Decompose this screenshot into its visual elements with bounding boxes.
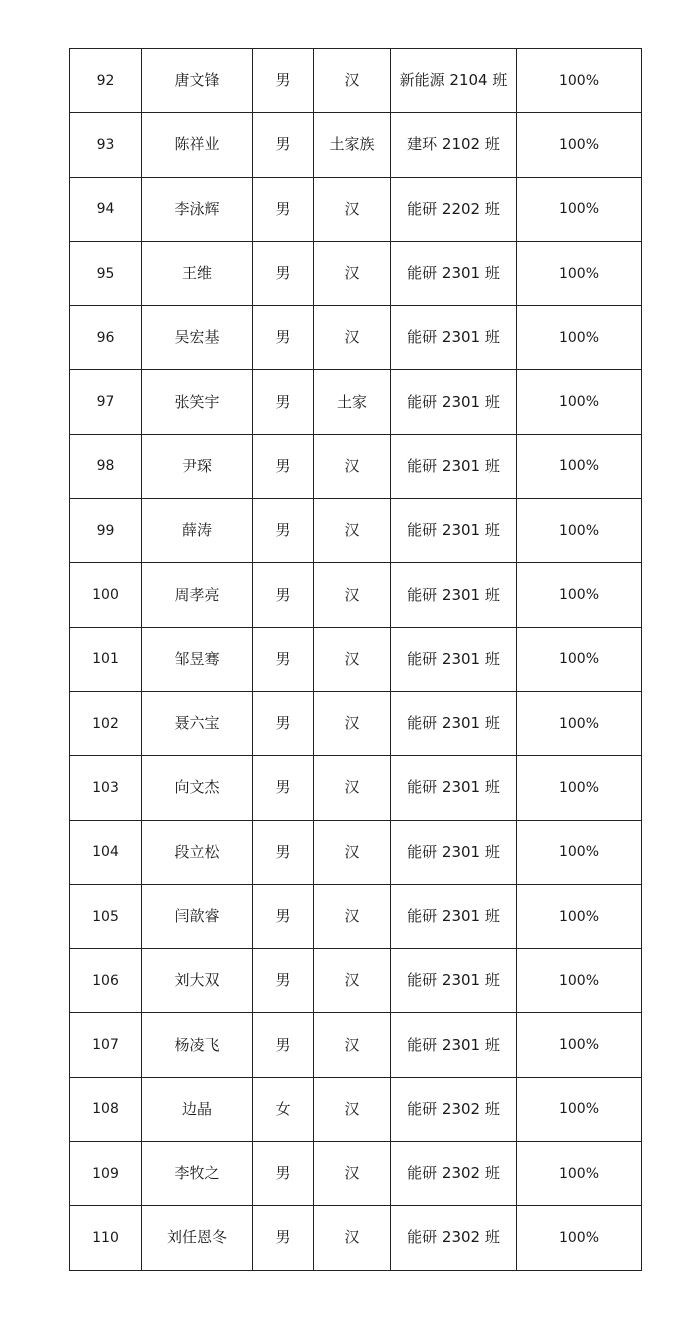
- completion-rate-cell: 100%: [517, 949, 642, 1013]
- ethnicity-cell: 汉: [314, 1142, 391, 1206]
- gender-cell: 男: [253, 1142, 314, 1206]
- table-row: [70, 1206, 642, 1270]
- gender-cell: 男: [253, 627, 314, 691]
- completion-rate-cell: 100%: [517, 306, 642, 370]
- row-number-cell: 101: [70, 627, 142, 691]
- student-name-cell: 薛涛: [142, 499, 253, 563]
- row-number-cell: 102: [70, 691, 142, 755]
- ethnicity-cell: 汉: [314, 756, 391, 820]
- student-name-cell: 唐文锋: [142, 49, 253, 113]
- completion-rate-cell: 100%: [517, 1077, 642, 1141]
- completion-rate-cell: 100%: [517, 563, 642, 627]
- table-row: [70, 499, 642, 563]
- ethnicity-cell: 汉: [314, 691, 391, 755]
- ethnicity-cell: 汉: [314, 499, 391, 563]
- gender-cell: 男: [253, 820, 314, 884]
- ethnicity-cell: 土家: [314, 370, 391, 434]
- class-cell: 能研 2301 班: [391, 306, 517, 370]
- table-row: [70, 949, 642, 1013]
- completion-rate-cell: 100%: [517, 241, 642, 305]
- student-name-cell: 段立松: [142, 820, 253, 884]
- completion-rate-cell: 100%: [517, 499, 642, 563]
- table-row: [70, 756, 642, 820]
- row-number-cell: 99: [70, 499, 142, 563]
- table-row: [70, 177, 642, 241]
- student-name-cell: 陈祥业: [142, 113, 253, 177]
- class-cell: 能研 2301 班: [391, 820, 517, 884]
- gender-cell: 男: [253, 756, 314, 820]
- class-cell: 能研 2301 班: [391, 563, 517, 627]
- class-cell: 能研 2301 班: [391, 949, 517, 1013]
- roster-table-body: [70, 49, 642, 1271]
- gender-cell: 女: [253, 1077, 314, 1141]
- row-number-cell: 96: [70, 306, 142, 370]
- student-name-cell: 边晶: [142, 1077, 253, 1141]
- student-name-cell: 张笑宇: [142, 370, 253, 434]
- ethnicity-cell: 汉: [314, 306, 391, 370]
- completion-rate-cell: 100%: [517, 691, 642, 755]
- class-cell: 能研 2301 班: [391, 241, 517, 305]
- table-row: [70, 306, 642, 370]
- class-cell: 能研 2301 班: [391, 884, 517, 948]
- class-cell: 能研 2301 班: [391, 434, 517, 498]
- student-name-cell: 吴宏基: [142, 306, 253, 370]
- ethnicity-cell: 汉: [314, 1206, 391, 1270]
- table-row: [70, 884, 642, 948]
- table-row: [70, 370, 642, 434]
- table-row: [70, 1142, 642, 1206]
- completion-rate-cell: 100%: [517, 49, 642, 113]
- gender-cell: 男: [253, 884, 314, 948]
- table-row: [70, 563, 642, 627]
- student-name-cell: 聂六宝: [142, 691, 253, 755]
- table-row: [70, 113, 642, 177]
- student-name-cell: 尹琛: [142, 434, 253, 498]
- completion-rate-cell: 100%: [517, 113, 642, 177]
- gender-cell: 男: [253, 949, 314, 1013]
- completion-rate-cell: 100%: [517, 884, 642, 948]
- row-number-cell: 103: [70, 756, 142, 820]
- table-row: [70, 1077, 642, 1141]
- gender-cell: 男: [253, 241, 314, 305]
- table-row: [70, 434, 642, 498]
- completion-rate-cell: 100%: [517, 627, 642, 691]
- class-cell: 能研 2301 班: [391, 756, 517, 820]
- student-name-cell: 周孝亮: [142, 563, 253, 627]
- student-name-cell: 王维: [142, 241, 253, 305]
- table-row: [70, 49, 642, 113]
- ethnicity-cell: 汉: [314, 563, 391, 627]
- ethnicity-cell: 汉: [314, 949, 391, 1013]
- student-name-cell: 向文杰: [142, 756, 253, 820]
- class-cell: 能研 2301 班: [391, 499, 517, 563]
- gender-cell: 男: [253, 1206, 314, 1270]
- gender-cell: 男: [253, 49, 314, 113]
- class-cell: 新能源 2104 班: [391, 49, 517, 113]
- completion-rate-cell: 100%: [517, 756, 642, 820]
- class-cell: 能研 2301 班: [391, 370, 517, 434]
- class-cell: 能研 2301 班: [391, 1013, 517, 1077]
- table-row: [70, 1013, 642, 1077]
- ethnicity-cell: 汉: [314, 241, 391, 305]
- student-name-cell: 杨凌飞: [142, 1013, 253, 1077]
- gender-cell: 男: [253, 563, 314, 627]
- row-number-cell: 98: [70, 434, 142, 498]
- gender-cell: 男: [253, 1013, 314, 1077]
- class-cell: 能研 2301 班: [391, 691, 517, 755]
- gender-cell: 男: [253, 177, 314, 241]
- class-cell: 能研 2301 班: [391, 627, 517, 691]
- row-number-cell: 105: [70, 884, 142, 948]
- gender-cell: 男: [253, 370, 314, 434]
- ethnicity-cell: 汉: [314, 1013, 391, 1077]
- student-name-cell: 刘任恩冬: [142, 1206, 253, 1270]
- row-number-cell: 92: [70, 49, 142, 113]
- row-number-cell: 109: [70, 1142, 142, 1206]
- table-row: [70, 820, 642, 884]
- table-row: [70, 241, 642, 305]
- gender-cell: 男: [253, 499, 314, 563]
- row-number-cell: 110: [70, 1206, 142, 1270]
- row-number-cell: 107: [70, 1013, 142, 1077]
- class-cell: 能研 2302 班: [391, 1077, 517, 1141]
- gender-cell: 男: [253, 113, 314, 177]
- row-number-cell: 100: [70, 563, 142, 627]
- ethnicity-cell: 汉: [314, 820, 391, 884]
- roster-sheet: [69, 48, 641, 1271]
- completion-rate-cell: 100%: [517, 820, 642, 884]
- student-name-cell: 李牧之: [142, 1142, 253, 1206]
- class-cell: 能研 2202 班: [391, 177, 517, 241]
- completion-rate-cell: 100%: [517, 1142, 642, 1206]
- student-name-cell: 邹昱骞: [142, 627, 253, 691]
- ethnicity-cell: 汉: [314, 49, 391, 113]
- student-name-cell: 李泳辉: [142, 177, 253, 241]
- row-number-cell: 108: [70, 1077, 142, 1141]
- ethnicity-cell: 汉: [314, 1077, 391, 1141]
- ethnicity-cell: 汉: [314, 434, 391, 498]
- gender-cell: 男: [253, 434, 314, 498]
- completion-rate-cell: 100%: [517, 1206, 642, 1270]
- ethnicity-cell: 土家族: [314, 113, 391, 177]
- student-name-cell: 刘大双: [142, 949, 253, 1013]
- ethnicity-cell: 汉: [314, 627, 391, 691]
- student-name-cell: 闫歆睿: [142, 884, 253, 948]
- completion-rate-cell: 100%: [517, 370, 642, 434]
- completion-rate-cell: 100%: [517, 177, 642, 241]
- row-number-cell: 95: [70, 241, 142, 305]
- completion-rate-cell: 100%: [517, 434, 642, 498]
- completion-rate-cell: 100%: [517, 1013, 642, 1077]
- table-row: [70, 627, 642, 691]
- ethnicity-cell: 汉: [314, 884, 391, 948]
- class-cell: 能研 2302 班: [391, 1206, 517, 1270]
- row-number-cell: 104: [70, 820, 142, 884]
- roster-table: [69, 48, 642, 1271]
- row-number-cell: 106: [70, 949, 142, 1013]
- class-cell: 能研 2302 班: [391, 1142, 517, 1206]
- gender-cell: 男: [253, 306, 314, 370]
- table-row: [70, 691, 642, 755]
- row-number-cell: 97: [70, 370, 142, 434]
- gender-cell: 男: [253, 691, 314, 755]
- row-number-cell: 94: [70, 177, 142, 241]
- class-cell: 建环 2102 班: [391, 113, 517, 177]
- row-number-cell: 93: [70, 113, 142, 177]
- ethnicity-cell: 汉: [314, 177, 391, 241]
